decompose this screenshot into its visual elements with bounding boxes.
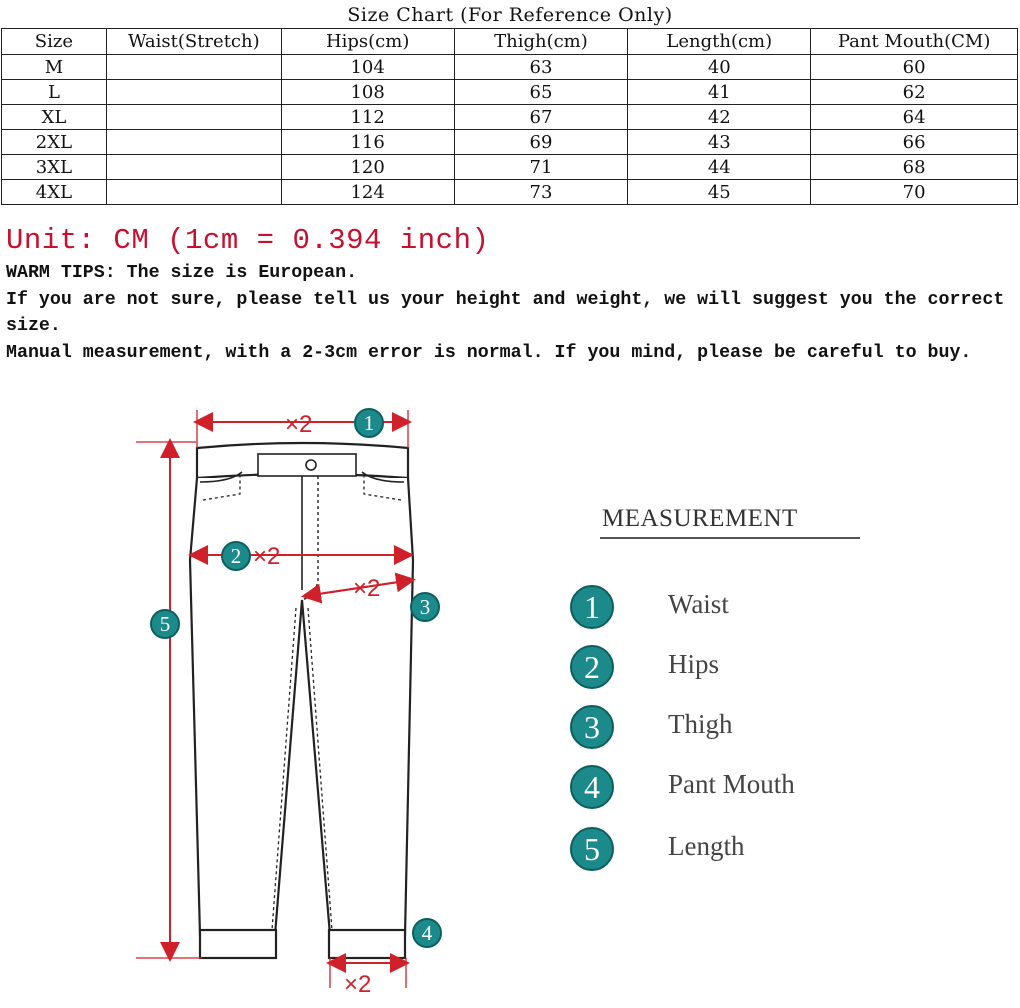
legend-label: Waist	[668, 589, 729, 619]
marker-thigh	[411, 593, 439, 621]
pant-mouth-multiplier: ×2	[344, 971, 372, 998]
unit-conversion-note: Unit: CM (1cm = 0.394 inch)	[6, 224, 490, 257]
marker-pant-mouth	[413, 919, 441, 947]
svg-text:4: 4	[421, 921, 433, 945]
tip-warm: WARM TIPS: The size is European.	[6, 263, 358, 283]
cell-hips: 116	[281, 130, 454, 155]
cell-size: 3XL	[2, 155, 107, 180]
cell-waist	[106, 55, 281, 80]
cell-size: 2XL	[2, 130, 107, 155]
header-pant-mouth: Pant Mouth(CM)	[811, 29, 1018, 55]
marker-length	[151, 610, 179, 638]
cell-length: 42	[628, 105, 811, 130]
cell-hips: 112	[281, 105, 454, 130]
table-row	[2, 155, 1018, 180]
cell-pant-mouth: 66	[811, 130, 1018, 155]
cell-thigh: 73	[454, 180, 628, 205]
cell-pant-mouth: 62	[811, 80, 1018, 105]
legend-number-badge: 4	[570, 765, 614, 809]
table-row	[2, 130, 1018, 155]
cell-waist	[106, 130, 281, 155]
cell-thigh: 69	[454, 130, 628, 155]
legend-label: Thigh	[668, 709, 733, 739]
header-length: Length(cm)	[628, 29, 811, 55]
waist-multiplier: ×2	[285, 411, 313, 438]
header-size: Size	[2, 29, 107, 55]
cell-pant-mouth: 60	[811, 55, 1018, 80]
table-row	[2, 80, 1018, 105]
thigh-multiplier: ×2	[353, 575, 381, 602]
legend-number-badge: 5	[570, 827, 614, 871]
cell-size: XL	[2, 105, 107, 130]
cell-waist	[106, 105, 281, 130]
cell-thigh: 67	[454, 105, 628, 130]
cell-waist	[106, 155, 281, 180]
legend-label: Length	[668, 831, 745, 861]
legend-number-badge: 2	[570, 645, 614, 689]
cell-thigh: 65	[454, 80, 628, 105]
legend-item-thigh	[570, 705, 890, 755]
cell-pant-mouth: 64	[811, 105, 1018, 130]
cell-pant-mouth: 70	[811, 180, 1018, 205]
table-row	[2, 180, 1018, 205]
svg-text:1: 1	[363, 411, 375, 435]
hips-multiplier: ×2	[253, 543, 281, 570]
tip-measurement-error: Manual measurement, with a 2-3cm error is normal. If you mind, please be careful to buy.	[6, 342, 972, 363]
pants-outline	[190, 443, 413, 958]
tips-block	[6, 260, 1012, 366]
marker-waist	[355, 409, 383, 437]
legend-item-waist	[570, 585, 890, 635]
header-hips: Hips(cm)	[281, 29, 454, 55]
cell-size: L	[2, 80, 107, 105]
svg-text:5: 5	[159, 612, 171, 636]
cell-size: M	[2, 55, 107, 80]
cell-length: 40	[628, 55, 811, 80]
cell-hips: 108	[281, 80, 454, 105]
legend-label: Hips	[668, 649, 720, 679]
cell-size: 4XL	[2, 180, 107, 205]
legend-number-badge: 3	[570, 705, 614, 749]
table-row	[2, 105, 1018, 130]
legend-label: Pant Mouth	[668, 769, 795, 799]
legend-number-badge: 1	[570, 585, 614, 629]
pants-diagram	[0, 390, 560, 1005]
cell-length: 41	[628, 80, 811, 105]
legend-item-pant-mouth	[570, 765, 890, 815]
svg-text:3: 3	[419, 595, 431, 619]
svg-text:2: 2	[230, 544, 242, 568]
cell-hips: 124	[281, 180, 454, 205]
legend-item-hips	[570, 645, 890, 695]
size-table	[1, 28, 1018, 205]
cell-length: 43	[628, 130, 811, 155]
cell-length: 44	[628, 155, 811, 180]
legend-title: MEASUREMENT	[602, 505, 798, 532]
cell-waist	[106, 180, 281, 205]
cell-length: 45	[628, 180, 811, 205]
cell-thigh: 63	[454, 55, 628, 80]
table-row	[2, 55, 1018, 80]
header-thigh: Thigh(cm)	[454, 29, 628, 55]
cell-hips: 104	[281, 55, 454, 80]
legend-item-length	[570, 827, 890, 877]
tip-suggest-size: If you are not sure, please tell us your height and weight, we will suggest you the correct size.	[6, 289, 1005, 336]
legend-underline	[600, 537, 860, 539]
marker-hips	[222, 542, 250, 570]
cell-waist	[106, 80, 281, 105]
size-chart-title: Size Chart (For Reference Only)	[347, 4, 673, 26]
header-waist: Waist(Stretch)	[106, 29, 281, 55]
cell-hips: 120	[281, 155, 454, 180]
cell-thigh: 71	[454, 155, 628, 180]
table-header-row	[2, 29, 1018, 55]
cell-pant-mouth: 68	[811, 155, 1018, 180]
